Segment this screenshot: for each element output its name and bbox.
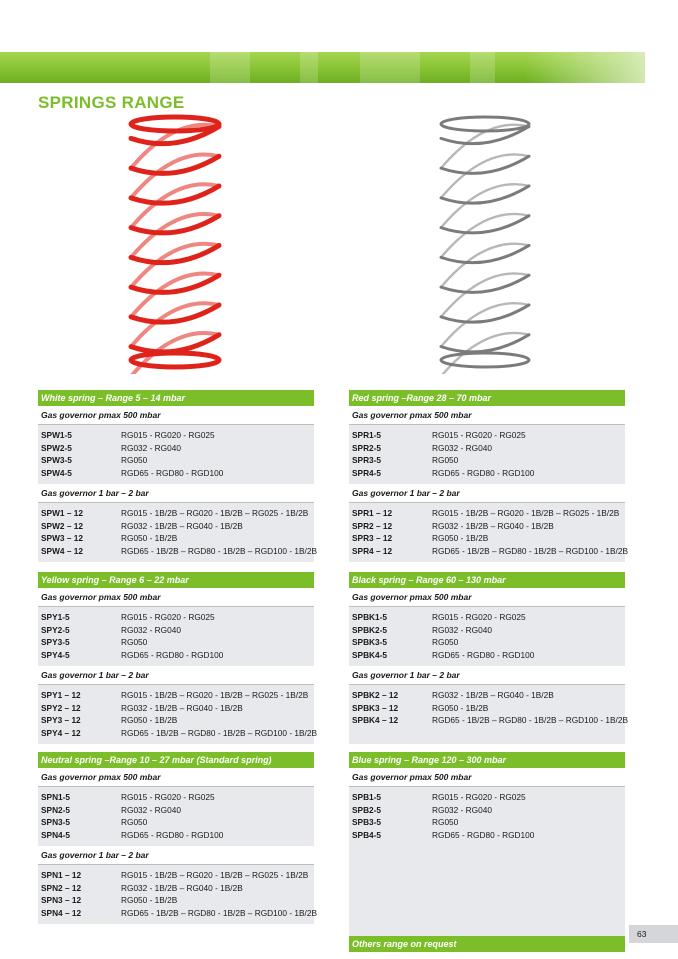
- table-row: SPBK4 – 12 RGD65 - 1B/2B – RGD80 - 1B/2B – RGD100 - 1B/2B: [352, 715, 628, 725]
- table-row: SPW4-5 RGD65 - RGD80 - RGD100: [41, 467, 224, 478]
- others-range-note: Others range on request: [349, 936, 625, 952]
- pmax-title: Gas governor pmax 500 mbar: [349, 406, 625, 425]
- table-row: SPR4-5 RGD65 - RGD80 - RGD100: [352, 467, 535, 478]
- table-row: SPN4-5 RGD65 - RGD80 - RGD100: [41, 829, 224, 840]
- pmax-group: [38, 425, 314, 484]
- spring-end-ring: [441, 353, 529, 367]
- table-row: SPY1 – 12 RG015 - 1B/2B – RG020 - 1B/2B – RG025 - 1B/2B: [41, 690, 309, 700]
- table-row: SPR2 – 12 RG032 - 1B/2B – RG040 - 1B/2B: [352, 520, 554, 531]
- table-row: SPW3 – 12 RG050 - 1B/2B: [41, 533, 178, 543]
- spring-coil: [131, 245, 219, 262]
- table-row: SPN1-5 RG015 - RG020 - RG025: [41, 792, 215, 802]
- black-spring-table: [349, 572, 628, 744]
- table-row: SPBK4-5 RGD65 - RGD80 - RGD100: [352, 649, 535, 660]
- yellow-spring-header: Yellow spring – Range 6 – 22 mbar: [38, 572, 314, 588]
- bar-group: [349, 503, 628, 562]
- red-spring-header: Red spring –Range 28 – 70 mbar: [349, 390, 625, 406]
- bar-group: [38, 685, 317, 744]
- pmax-title: Gas governor pmax 500 mbar: [38, 588, 314, 607]
- spring-coil: [441, 186, 529, 203]
- table-row: SPR4 – 12 RGD65 - 1B/2B – RGD80 - 1B/2B – RGD100 - 1B/2B: [352, 545, 628, 556]
- banner-stripe: [300, 52, 318, 83]
- table-row: SPR3-5 RG050: [352, 455, 459, 465]
- empty-table-area: [349, 846, 625, 936]
- pmax-title: Gas governor pmax 500 mbar: [38, 768, 314, 787]
- pmax-title: Gas governor pmax 500 mbar: [349, 588, 625, 607]
- table-row: SPW2 – 12 RG032 - 1B/2B – RG040 - 1B/2B: [41, 520, 243, 531]
- table-row: SPN4 – 12 RGD65 - 1B/2B – RGD80 - 1B/2B – RGD100 - 1B/2B: [41, 907, 317, 918]
- spring-coil: [131, 305, 219, 322]
- white-spring-header: White spring – Range 5 – 14 mbar: [38, 390, 314, 406]
- bar-group: [38, 865, 317, 924]
- steel-spring-image: [420, 112, 550, 374]
- bar-title: Gas governor 1 bar – 2 bar: [38, 846, 314, 865]
- spring-coil: [441, 305, 529, 322]
- pmax-title: Gas governor pmax 500 mbar: [38, 406, 314, 425]
- table-row: SPY1-5 RG015 - RG020 - RG025: [41, 612, 215, 622]
- bar-title: Gas governor 1 bar – 2 bar: [349, 666, 625, 685]
- red-spring-table: [349, 390, 628, 562]
- pmax-group: [349, 607, 625, 666]
- banner-stripe: [360, 52, 420, 83]
- table-row: SPY3-5 RG050: [41, 637, 148, 647]
- table-row: SPW4 – 12 RGD65 - 1B/2B – RGD80 - 1B/2B – RGD100 - 1B/2B: [41, 545, 317, 556]
- yellow-spring-table: [38, 572, 317, 744]
- spring-coil: [131, 156, 219, 173]
- spring-coil: [441, 335, 529, 352]
- table-row: SPN1 – 12 RG015 - 1B/2B – RG020 - 1B/2B – RG025 - 1B/2B: [41, 870, 309, 880]
- table-row: SPBK2-5 RG032 - RG040: [352, 624, 492, 635]
- pmax-group: [349, 425, 625, 484]
- bar-title: Gas governor 1 bar – 2 bar: [38, 484, 314, 503]
- page-number: 63: [629, 925, 678, 943]
- blue-spring-table: [349, 752, 625, 952]
- spring-coil: [131, 186, 219, 203]
- table-row: SPW2-5 RG032 - RG040: [41, 442, 181, 453]
- table-row: SPN2 – 12 RG032 - 1B/2B – RG040 - 1B/2B: [41, 882, 243, 893]
- spring-coil: [441, 156, 529, 173]
- spring-coil: [441, 275, 529, 292]
- table-row: SPB4-5 RGD65 - RGD80 - RGD100: [352, 829, 535, 840]
- table-row: SPR2-5 RG032 - RG040: [352, 442, 492, 453]
- table-row: SPB1-5 RG015 - RG020 - RG025: [352, 792, 526, 802]
- table-row: SPW1 – 12 RG015 - 1B/2B – RG020 - 1B/2B – RG025 - 1B/2B: [41, 508, 309, 518]
- table-row: SPR3 – 12 RG050 - 1B/2B: [352, 533, 489, 543]
- header-banner: [0, 52, 645, 83]
- spring-coil: [131, 335, 219, 352]
- table-row: SPBK1-5 RG015 - RG020 - RG025: [352, 612, 526, 622]
- table-row: SPY2-5 RG032 - RG040: [41, 624, 181, 635]
- neutral-spring-header: Neutral spring –Range 10 – 27 mbar (Standard spring): [38, 752, 314, 768]
- table-row: SPN3 – 12 RG050 - 1B/2B: [41, 895, 178, 905]
- red-spring-image: [110, 112, 240, 374]
- table-row: SPY4-5 RGD65 - RGD80 - RGD100: [41, 649, 224, 660]
- pmax-group: [38, 787, 314, 846]
- table-row: SPBK2 – 12 RG032 - 1B/2B – RG040 - 1B/2B: [352, 690, 554, 700]
- table-row: SPY2 – 12 RG032 - 1B/2B – RG040 - 1B/2B: [41, 702, 243, 713]
- blue-spring-header: Blue spring – Range 120 – 300 mbar: [349, 752, 625, 768]
- table-row: SPBK3-5 RG050: [352, 637, 459, 647]
- banner-fade: [525, 52, 645, 83]
- neutral-spring-table: [38, 752, 317, 924]
- table-row: SPB3-5 RG050: [352, 817, 459, 827]
- bar-title: Gas governor 1 bar – 2 bar: [38, 666, 314, 685]
- spring-coil: [441, 216, 529, 233]
- table-row: SPN2-5 RG032 - RG040: [41, 804, 181, 815]
- bar-group: [38, 503, 317, 562]
- bar-title: Gas governor 1 bar – 2 bar: [349, 484, 625, 503]
- banner-stripe: [210, 52, 250, 83]
- pmax-title: Gas governor pmax 500 mbar: [349, 768, 625, 787]
- banner-stripe: [470, 52, 495, 83]
- page-title: SPRINGS RANGE: [38, 93, 185, 112]
- spring-coil: [441, 245, 529, 262]
- table-row: SPY3 – 12 RG050 - 1B/2B: [41, 715, 178, 725]
- bar-group: [349, 685, 628, 744]
- table-row: SPBK3 – 12 RG050 - 1B/2B: [352, 702, 489, 713]
- pmax-group: [38, 607, 314, 666]
- pmax-group: [349, 787, 625, 846]
- spring-coil: [131, 216, 219, 233]
- table-row: SPY4 – 12 RGD65 - 1B/2B – RGD80 - 1B/2B – RGD100 - 1B/2B: [41, 727, 317, 738]
- table-row: SPB2-5 RG032 - RG040: [352, 804, 492, 815]
- table-row: SPW1-5 RG015 - RG020 - RG025: [41, 430, 215, 440]
- white-spring-table: [38, 390, 317, 562]
- spring-coil: [131, 275, 219, 292]
- table-row: SPR1-5 RG015 - RG020 - RG025: [352, 430, 526, 440]
- table-row: SPN3-5 RG050: [41, 817, 148, 827]
- table-row: SPW3-5 RG050: [41, 455, 148, 465]
- black-spring-header: Black spring – Range 60 – 130 mbar: [349, 572, 625, 588]
- table-row: SPR1 – 12 RG015 - 1B/2B – RG020 - 1B/2B – RG025 - 1B/2B: [352, 508, 620, 518]
